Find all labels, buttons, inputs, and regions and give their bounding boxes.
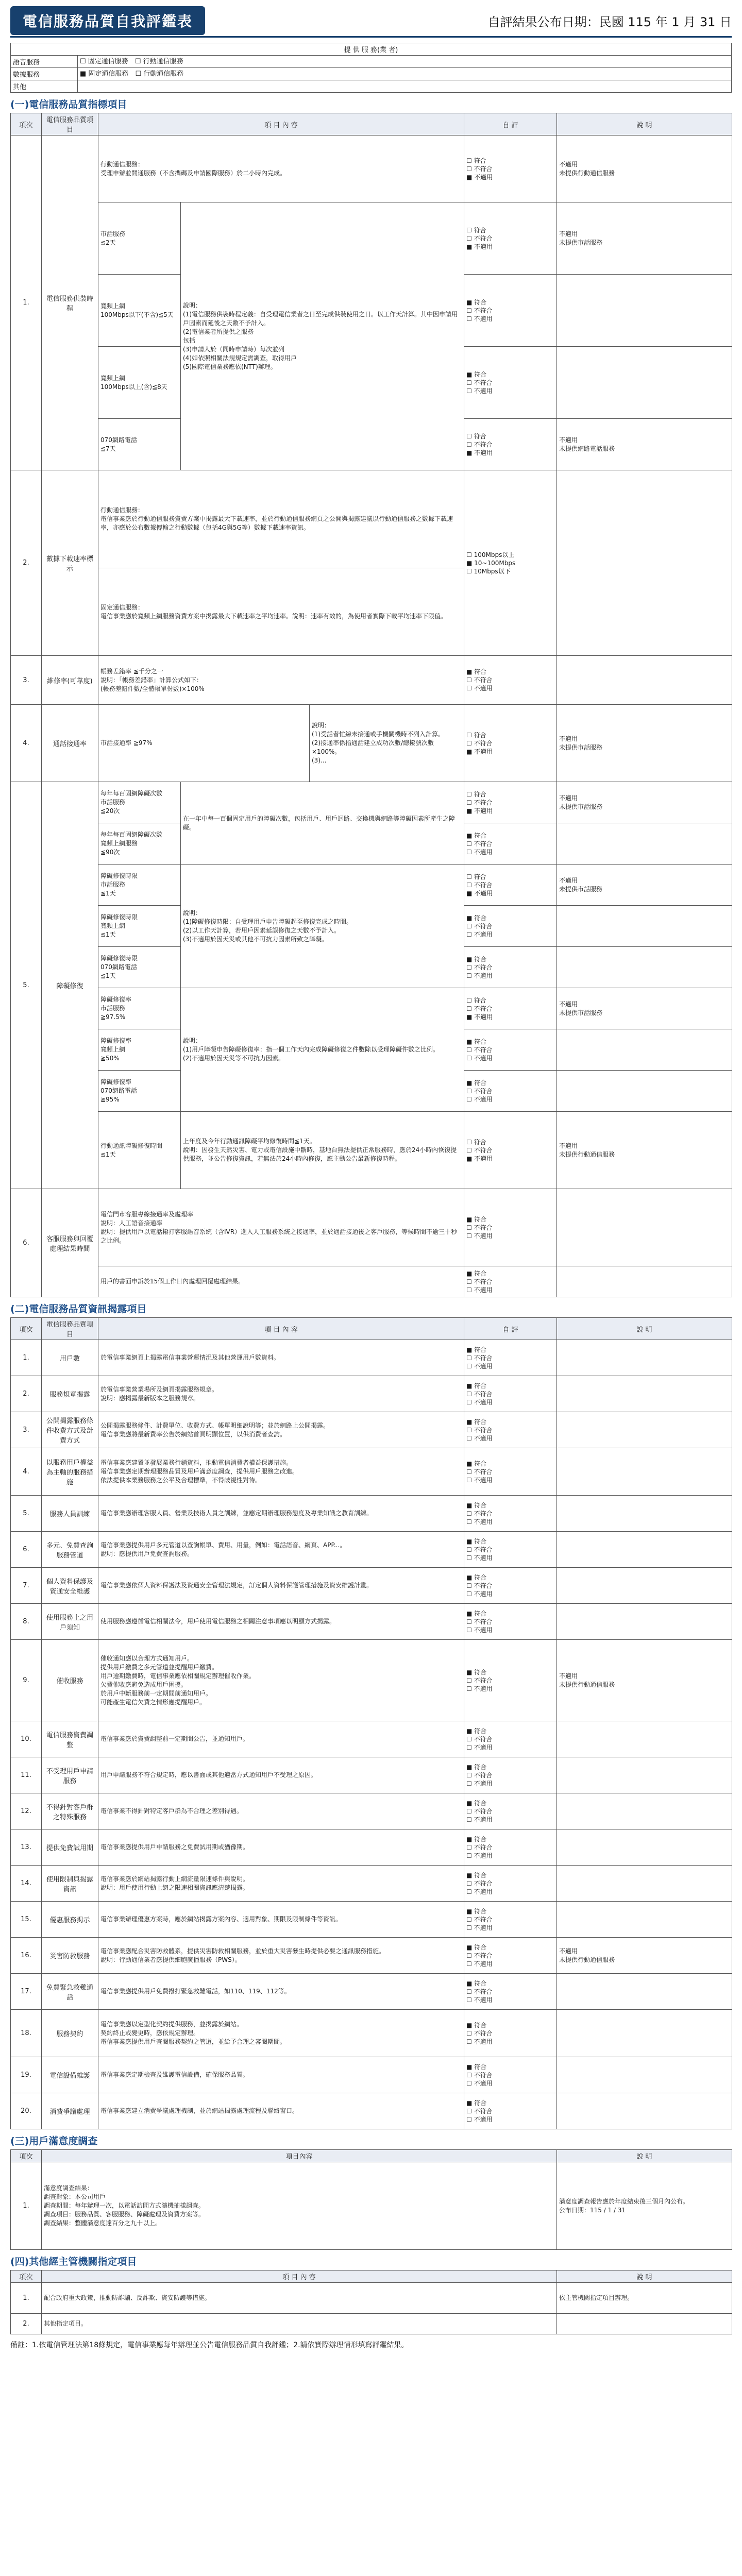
row-no: 1.: [11, 1340, 42, 1376]
eval-opts: ■ 符合 ☐ 不符合 ☐ 不適用: [464, 1793, 557, 1829]
row-group: 消費爭議處理: [42, 2093, 98, 2129]
sub-item: 障礙修復時限 070網路電話 ≦1天: [98, 947, 181, 988]
eval-opts: ☐ 符合 ☐ 不符合 ■ 不適用: [464, 419, 557, 470]
row-group: 公開揭露服務條件收費方式及計費方式: [42, 1412, 98, 1448]
other-exp: [557, 2314, 732, 2334]
eval-opts: ☐ 符合 ☐ 不符合 ■ 不適用: [464, 782, 557, 823]
eval-opts: ■ 符合 ☐ 不符合 ☐ 不適用: [464, 906, 557, 947]
sub-item: 070網路電話 ≦7天: [98, 419, 181, 470]
row-group: 障礙修復: [42, 782, 98, 1189]
eval-opts: ■ 符合 ☐ 不符合 ☐ 不適用: [464, 1757, 557, 1793]
section-1-title: (一)電信服務品質指標項目: [10, 99, 127, 110]
row-content: 電信事業應提供用戶多元管道以查詢帳單、費用、用量，例如：電話語音、網頁、APP...。 說明：應提供用戶免費查詢服務。: [98, 1532, 464, 1568]
row-content: 於電信事業營業場所及網頁揭露服務規章。 說明：應揭露最新版本之服務規章。: [98, 1376, 464, 1412]
eval-exp: 不適用 未提供行動通信服務: [557, 1112, 732, 1189]
row-group: 催收服務: [42, 1640, 98, 1721]
eval-exp: [557, 1376, 732, 1412]
row-no: 10.: [11, 1721, 42, 1757]
eval-exp: [557, 2057, 732, 2093]
eval-opts: ■ 符合 ☐ 不符合 ☐ 不適用: [464, 1340, 557, 1376]
col-no: 項次: [11, 2270, 42, 2283]
row-content: 電信事業應配合災害防救體系，提供災害防救相關服務，並於重大災害發生時提供必要之通訊服務措施。 說明：行動通信業者應提供細胞廣播服務（PWS）。: [98, 1938, 464, 1974]
row-content: 電信事業應定期檢查及維護電信設備，確保服務品質。: [98, 2057, 464, 2093]
eval-opts: ■ 符合 ☐ 不符合 ☐ 不適用: [464, 1721, 557, 1757]
header-bar: [10, 5, 732, 38]
eval-exp: 不適用 未提供行動通信服務: [557, 1938, 732, 1974]
row-no: 4.: [11, 1448, 42, 1496]
row-no: 14.: [11, 1866, 42, 1902]
row-no: 13.: [11, 1829, 42, 1866]
row-no: 3.: [11, 656, 42, 705]
eval-exp: 不適用 未提供網路電話服務: [557, 419, 732, 470]
row-intro: 行動通信服務： 受理申辦並開通服務（不含攜碼及申請國際服務）於二小時內完成。: [98, 135, 464, 202]
row-content: 電信事業應辦理客服人員、營業及技術人員之訓練，並應定期辦理服務態度及專業知識之教育訓練。: [98, 1496, 464, 1532]
eval-exp: 不適用 未提供市話服務: [557, 782, 732, 823]
row-content: 電信事業應提供用戶申請服務之免費試用期或猶豫期。: [98, 1829, 464, 1866]
eval-opts: ■ 符合 ☐ 不符合 ☐ 不適用: [464, 1071, 557, 1112]
col-eval: 自 評: [464, 1318, 557, 1340]
row-content: 電信事業應建立消費爭議處理機制，並於網站揭露處理流程及聯絡窗口。: [98, 2093, 464, 2129]
sub-item: 寬頻上網 100Mbps以下(不含)≦5天: [98, 275, 181, 347]
row-group: 以服務用戶權益為主軸的服務措施: [42, 1448, 98, 1496]
row-group: 電信設備維護: [42, 2057, 98, 2093]
row-group: 用戶數: [42, 1340, 98, 1376]
table-row: [11, 2057, 732, 2093]
eval-exp: [557, 823, 732, 865]
sub-note: 說明： (1)電信服務供裝時程定義：自受理電信業者之日至完成供裝使用之日。以工作天計算。其中因申請用戶因素而延後之天數不予計入。 (2)電信業者所提供之服務 包括 (3)申請人於（同時申請時）每次並列 (4)如依照相關法規規定需調查，取得用戶 (5)國際電信業務應依(NTT)辦理。: [181, 202, 464, 470]
row-no: 1.: [11, 2283, 42, 2314]
table-row: [11, 1938, 732, 1974]
eval-opts: ☐ 100Mbps以上 ■ 10~100Mbps ☐ 10Mbps以下: [464, 470, 557, 656]
table-row: [11, 2010, 732, 2057]
row-group: 使用服務上之用戶須知: [42, 1604, 98, 1640]
indicator-table: [10, 113, 732, 1297]
row-group: 個人資料保護及資通安全維護: [42, 1568, 98, 1604]
row-group: 服務契約: [42, 2010, 98, 2057]
eval-opts: ■ 符合 ☐ 不符合 ☐ 不適用: [464, 1412, 557, 1448]
eval-opts: ■ 符合 ☐ 不符合 ☐ 不適用: [464, 2010, 557, 2057]
row-content: 於電信事業網頁上揭露電信事業營運情況及其他營運用戶數資料。: [98, 1340, 464, 1376]
row-content: 電信事業應依個人資料保護法及資通安全管理法規定，訂定個人資料保護管理措施及資安維護計畫。: [98, 1568, 464, 1604]
row-group: 維修率(可靠度): [42, 656, 98, 705]
eval-exp: [557, 1902, 732, 1938]
table-row: [11, 1340, 732, 1376]
eval-opts: ■ 符合 ☐ 不符合 ☐ 不適用: [464, 347, 557, 419]
row-content: 電信事業應提供用戶免費撥打緊急救難電話，如110、119、112等。: [98, 1974, 464, 2010]
voice-opts: ☐ 固定通信服務 ☐ 行動通信服務: [78, 56, 732, 68]
eval-exp: [557, 1532, 732, 1568]
eval-exp: 不適用 未提供市話服務: [557, 705, 732, 782]
data-label: 數據服務: [11, 68, 78, 80]
sub-note: 說明： (1)障礙修復時限：自受理用戶申告障礙起至修復完成之時間。 (2)以工作天計算，若用戶因素延誤修復之天數不予計入。 (3)不適用於因天災或其他不可抗力因素所致之障礙。: [181, 865, 464, 988]
eval-opts: ■ 符合 ☐ 不符合 ☐ 不適用: [464, 947, 557, 988]
eval-exp: [557, 1071, 732, 1112]
row-no: 15.: [11, 1902, 42, 1938]
sub-item: 障礙修復率 市話服務 ≧97.5%: [98, 988, 181, 1029]
eval-opts: ■ 符合 ☐ 不符合 ☐ 不適用: [464, 656, 557, 705]
col-content: 項 目 內 容: [98, 1318, 464, 1340]
eval-opts: ☐ 符合 ☐ 不符合 ■ 不適用: [464, 202, 557, 275]
eval-opts: ■ 符合 ☐ 不符合 ☐ 不適用: [464, 1974, 557, 2010]
eval-exp: [557, 1448, 732, 1496]
eval-exp: [557, 947, 732, 988]
row-group: 免費緊急救難通話: [42, 1974, 98, 2010]
row-no: 12.: [11, 1793, 42, 1829]
table-row: [11, 1721, 732, 1757]
eval-opts: ■ 符合 ☐ 不符合 ☐ 不適用: [464, 1829, 557, 1866]
eval-exp: [557, 1266, 732, 1297]
eval-opts: ■ 符合 ☐ 不符合 ☐ 不適用: [464, 1189, 557, 1266]
other-table: [10, 2270, 732, 2334]
table-row: [11, 1829, 732, 1866]
eval-exp: [557, 1496, 732, 1532]
row-group: 服務規章揭露: [42, 1376, 98, 1412]
row-content: 電信事業應建置並發展業務行銷資料，推動電信消費者權益保護措施。 電信事業應定期辦理服務品質及用戶滿意度調查，提供用戶服務之改進。 依法提供本業務服務之公平及合理標準，不得歧視性對待。: [98, 1448, 464, 1496]
row-group: 客服服務與回覆處理結果時間: [42, 1189, 98, 1297]
page-title: 電信服務品質自我評鑑表: [10, 6, 205, 35]
sub-item: 障礙修復率 070網路電話 ≧95%: [98, 1071, 181, 1112]
satisfaction-exp: 滿意度調查報告應於年度結束後三個月內公布。 公布日期：115 / 1 / 31: [557, 2162, 732, 2250]
table-row: [11, 1640, 732, 1721]
col-item: 電信服務品質項目: [42, 113, 98, 135]
eval-exp: [557, 1029, 732, 1071]
eval-opts: ■ 符合 ☐ 不符合 ☐ 不適用: [464, 1266, 557, 1297]
table-row: [11, 1866, 732, 1902]
eval-opts: ■ 符合 ☐ 不符合 ☐ 不適用: [464, 1640, 557, 1721]
eval-exp: 不適用 未提供市話服務: [557, 865, 732, 906]
row-group: 不受理用戶申請服務: [42, 1757, 98, 1793]
row-no: 1.: [11, 2162, 42, 2250]
col-item: 電信服務品質項目: [42, 1318, 98, 1340]
col-content: 項 目 內 容: [42, 2270, 557, 2283]
eval-exp: [557, 1412, 732, 1448]
table-row: [11, 1496, 732, 1532]
other-content: 其他指定項目。: [42, 2314, 557, 2334]
eval-opts: ☐ 符合 ☐ 不符合 ■ 不適用: [464, 865, 557, 906]
disclosure-table: [10, 1317, 732, 2129]
eval-exp: 不適用 未提供市話服務: [557, 202, 732, 275]
row-content: 公開揭露服務條件、計費單位、收費方式、帳單明細說明等；並於網路上公開揭露。 電信事業應將最新費率公告於網站首頁明顯位置，以供消費者查詢。: [98, 1412, 464, 1448]
eval-exp: [557, 2010, 732, 2057]
row-group: 災害防救服務: [42, 1938, 98, 1974]
row-group: 提供免費試用期: [42, 1829, 98, 1866]
eval-opts: ■ 符合 ☐ 不符合 ☐ 不適用: [464, 2057, 557, 2093]
table-row: [11, 2093, 732, 2129]
eval-exp: [557, 656, 732, 705]
sub-item: 障礙修復時限 寬頻上網 ≦1天: [98, 906, 181, 947]
row-content: 電信事業應於網站揭露行動上網流量限速條件與說明。 說明：用戶使用行動上網之限速相關資訊應清楚揭露。: [98, 1866, 464, 1902]
other-value: [78, 80, 732, 93]
sub-item: 行動通信服務： 電信事業應於行動通信服務資費方案中揭露最大下載速率，並於行動通信服務網頁之公開與揭露建議以行動通信服務之數據下載速率，亦應於公布數據傳輸之行動數據（包括4G與5G等）數據下載速率資訊。: [98, 470, 464, 568]
row-content: 使用服務應遵循電信相關法令，用戶使用電信服務之相關注意事項應以明顯方式揭露。: [98, 1604, 464, 1640]
col-no: 項次: [11, 2150, 42, 2162]
table-row: [11, 1376, 732, 1412]
row-no: 6.: [11, 1189, 42, 1297]
document-page: [10, 5, 732, 2350]
sub-item: 障礙修復率 寬頻上網 ≧50%: [98, 1029, 181, 1071]
eval-opts: ■ 符合 ☐ 不符合 ☐ 不適用: [464, 275, 557, 347]
row-group: 電信服務供裝時程: [42, 135, 98, 470]
sub-item: 障礙修復時限 市話服務 ≦1天: [98, 865, 181, 906]
satisfaction-table: [10, 2149, 732, 2250]
col-exp: 說 明: [557, 2270, 732, 2283]
row-no: 2.: [11, 1376, 42, 1412]
footnote: 備註：1.依電信管理法第18條規定，電信事業應每年辦理並公告電信服務品質自我評鑑；2.請依實際辦理情形填寫評鑑結果。: [10, 2341, 409, 2349]
row-no: 5.: [11, 1496, 42, 1532]
eval-exp: [557, 2093, 732, 2129]
section-3-title: (三)用戶滿意度調查: [10, 2136, 98, 2147]
eval-exp: [557, 1721, 732, 1757]
satisfaction-content: 滿意度調查結果： 調查對象：本公司用戶 調查期間：每年辦理一次，以電話訪問方式隨機抽樣調查。 調查項目：服務品質、客服服務、障礙處理及資費方案等。 調查結果：整體滿意度達百分之九十以上。: [42, 2162, 557, 2250]
sub-item: 每年每百固網障礙次數 市話服務 ≦20次: [98, 782, 181, 823]
row-group: 多元、免費查詢服務管道: [42, 1532, 98, 1568]
eval-exp: 不適用 未提供行動通信服務: [557, 1640, 732, 1721]
eval-exp: [557, 1604, 732, 1640]
row-group: 優惠服務揭示: [42, 1902, 98, 1938]
eval-opts: ■ 符合 ☐ 不符合 ☐ 不適用: [464, 1376, 557, 1412]
row-no: 8.: [11, 1604, 42, 1640]
row-no: 1.: [11, 135, 42, 470]
table-row: [11, 1604, 732, 1640]
table-row: [11, 1532, 732, 1568]
service-info-table: [10, 43, 732, 93]
eval-exp: [557, 470, 732, 656]
sub-item: 用戶的書面申訴於15個工作日內處理回覆處理結果。: [98, 1266, 464, 1297]
row-no: 17.: [11, 1974, 42, 2010]
publish-date: 自評結果公布日期：民國 115 年 1 月 31 日: [487, 14, 732, 29]
eval-exp: [557, 1757, 732, 1793]
row-content: 電信事業應於資費調整前一定期間公告，並通知用戶。: [98, 1721, 464, 1757]
voice-label: 語音服務: [11, 56, 78, 68]
other-content: 配合政府重大政策，推動防詐騙、反詐欺、資安防護等措施。: [42, 2283, 557, 2314]
sub-item: 市話服務 ≦2天: [98, 202, 181, 275]
eval-exp: [557, 1829, 732, 1866]
eval-exp: [557, 275, 732, 347]
col-content: 項 目 內 容: [98, 113, 464, 135]
row-no: 11.: [11, 1757, 42, 1793]
row-content: 電信事業應以定型化契約提供服務，並揭露於網站。 契約終止或變更時，應依規定辦理。 電信事業應提供用戶查閱服務契約之管道，並給予合理之審閱期間。: [98, 2010, 464, 2057]
sub-item: 寬頻上網 100Mbps以上(含)≦8天: [98, 347, 181, 419]
sub-item: 市話接通率 ≧97%: [98, 705, 310, 782]
sub-item: 每年每百固網障礙次數 寬頻上網服務 ≦90次: [98, 823, 181, 865]
col-no: 項次: [11, 1318, 42, 1340]
sub-item: 電信門市客服專線接通率及處理率 說明：人工語音接通率 說明：提供用戶以電話撥打客服語音系統（含IVR）進入人工服務系統之接通率，並於通話接通後之客戶服務，等候時間不逾三十秒之比例。: [98, 1189, 464, 1266]
row-group: 使用限制與揭露資訊: [42, 1866, 98, 1902]
sub-note: 上年度及今年行動通訊障礙平均修復時間≦1天。 說明：因發生天然災害、電力或電信設施中斷時，基地台無法提供正常服務時，應於24小時內恢復提供服務，並公告修復資訊，若無法於24小時內修復，應主動公告最新修復時程。: [181, 1112, 464, 1189]
eval-opts: ☐ 符合 ☐ 不符合 ■ 不適用: [464, 988, 557, 1029]
col-exp: 說 明: [557, 2150, 732, 2162]
sub-item: 行動通訊障礙修復時間 ≦1天: [98, 1112, 181, 1189]
eval-opts: ■ 符合 ☐ 不符合 ☐ 不適用: [464, 1866, 557, 1902]
row-no: 18.: [11, 2010, 42, 2057]
table-row: [11, 1448, 732, 1496]
section-4-title: (四)其他經主管機關指定項目: [10, 2256, 137, 2267]
row-no: 6.: [11, 1532, 42, 1568]
section-2-title: (二)電信服務品質資訊揭露項目: [10, 1303, 147, 1315]
row-no: 3.: [11, 1412, 42, 1448]
eval-exp: [557, 1340, 732, 1376]
row-no: 9.: [11, 1640, 42, 1721]
eval-exp: [557, 1189, 732, 1266]
service-info-title: 提 供 服 務(業 者): [11, 43, 732, 56]
eval-exp: [557, 906, 732, 947]
eval-opts: ☐ 符合 ☐ 不符合 ■ 不適用: [464, 1112, 557, 1189]
eval-exp: 不適用 未提供市話服務: [557, 988, 732, 1029]
data-opts: ■ 固定通信服務 ☐ 行動通信服務: [78, 68, 732, 80]
row-no: 19.: [11, 2057, 42, 2093]
eval-opts: ■ 符合 ☐ 不符合 ☐ 不適用: [464, 1568, 557, 1604]
table-row: [11, 1974, 732, 2010]
row-group: 通話接通率: [42, 705, 98, 782]
eval-exp: [557, 1974, 732, 2010]
row-content: 催收通知應以合理方式通知用戶。 提供用戶繳費之多元管道並提醒用戶繳費。 用戶逾期繳費時，電信事業應依相關規定辦理催收作業。 欠費催收應避免造成用戶困擾。 於用戶中斷服務前一定期間前通知用戶。 可能產生電信欠費之情形應提醒用戶。: [98, 1640, 464, 1721]
eval-opts: ■ 符合 ☐ 不符合 ☐ 不適用: [464, 2093, 557, 2129]
row-no: 4.: [11, 705, 42, 782]
col-no: 項次: [11, 113, 42, 135]
sub-item: 帳務差錯率 ≦千分之一 說明：「帳務差錯率」計算公式如下： (帳務差錯件數/全體帳單份數)×100%: [98, 656, 464, 705]
row-no: 2.: [11, 470, 42, 656]
table-row: [11, 1412, 732, 1448]
row-no: 16.: [11, 1938, 42, 1974]
row-no: 20.: [11, 2093, 42, 2129]
table-row: [11, 1793, 732, 1829]
table-row: [11, 1568, 732, 1604]
eval-opts: ■ 符合 ☐ 不符合 ☐ 不適用: [464, 1029, 557, 1071]
col-eval: 自 評: [464, 113, 557, 135]
eval-opts: ☐ 符合 ☐ 不符合 ■ 不適用: [464, 705, 557, 782]
eval-opts: ■ 符合 ☐ 不符合 ☐ 不適用: [464, 1902, 557, 1938]
row-content: 電信事業辦理優惠方案時，應於網站揭露方案內容、適用對象、期限及限制條件等資訊。: [98, 1902, 464, 1938]
eval-exp: [557, 1793, 732, 1829]
row-no: 7.: [11, 1568, 42, 1604]
row-group: 服務人員訓練: [42, 1496, 98, 1532]
table-row: [11, 1902, 732, 1938]
col-content: 項目內容: [42, 2150, 557, 2162]
eval-exp: [557, 1568, 732, 1604]
sub-note: 在一年中每一百個固定用戶的障礙次數，包括用戶、用戶迴路、交換機與網路等障礙因素所產生之障礙。: [181, 782, 464, 865]
table-row: [11, 1757, 732, 1793]
eval-opts: ■ 符合 ☐ 不符合 ☐ 不適用: [464, 1938, 557, 1974]
eval-opts: ■ 符合 ☐ 不符合 ☐ 不適用: [464, 1448, 557, 1496]
sub-note: 說明： (1)用戶障礙申告障礙修復率：指一個工作天內完成障礙修復之件數除以受理障礙件數之比例。 (2)不適用於因天災等不可抗力因素。: [181, 988, 464, 1112]
row-content: 電信事業不得針對特定客戶群為不合理之差別待遇。: [98, 1793, 464, 1829]
eval-opts: ■ 符合 ☐ 不符合 ☐ 不適用: [464, 823, 557, 865]
other-exp: 依主管機關指定項目辦理。: [557, 2283, 732, 2314]
row-group: 電信服務資費調整: [42, 1721, 98, 1757]
row-group: 數據下載速率標示: [42, 470, 98, 656]
disclosure-body: [11, 1340, 732, 2129]
row-group: 不得針對客戶群之特殊服務: [42, 1793, 98, 1829]
eval-opts: ☐ 符合 ☐ 不符合 ■ 不適用: [464, 135, 557, 202]
row-content: 用戶申請服務不符合規定時，應以書面或其他適當方式通知用戶不受理之原因。: [98, 1757, 464, 1793]
eval-opts: ■ 符合 ☐ 不符合 ☐ 不適用: [464, 1532, 557, 1568]
col-exp: 說 明: [557, 113, 732, 135]
row-no: 5.: [11, 782, 42, 1189]
sub-note: 說明： (1)受話者忙線未接通或手機關機時不列入計算。 (2)接通率係指通話建立成功次數/總撥號次數×100%。 (3)...: [310, 705, 464, 782]
eval-exp: 不適用 未提供行動通信服務: [557, 135, 732, 202]
sub-item: 固定通信服務： 電信事業應於寬頻上網服務資費方案中揭露最大下載速率之平均速率。說明：速率有效的，為使用者實際下載平均速率下限值。: [98, 568, 464, 656]
col-exp: 說 明: [557, 1318, 732, 1340]
row-no: 2.: [11, 2314, 42, 2334]
eval-opts: ■ 符合 ☐ 不符合 ☐ 不適用: [464, 1496, 557, 1532]
eval-exp: [557, 1866, 732, 1902]
other-label: 其他: [11, 80, 78, 93]
eval-opts: ■ 符合 ☐ 不符合 ☐ 不適用: [464, 1604, 557, 1640]
eval-exp: [557, 347, 732, 419]
